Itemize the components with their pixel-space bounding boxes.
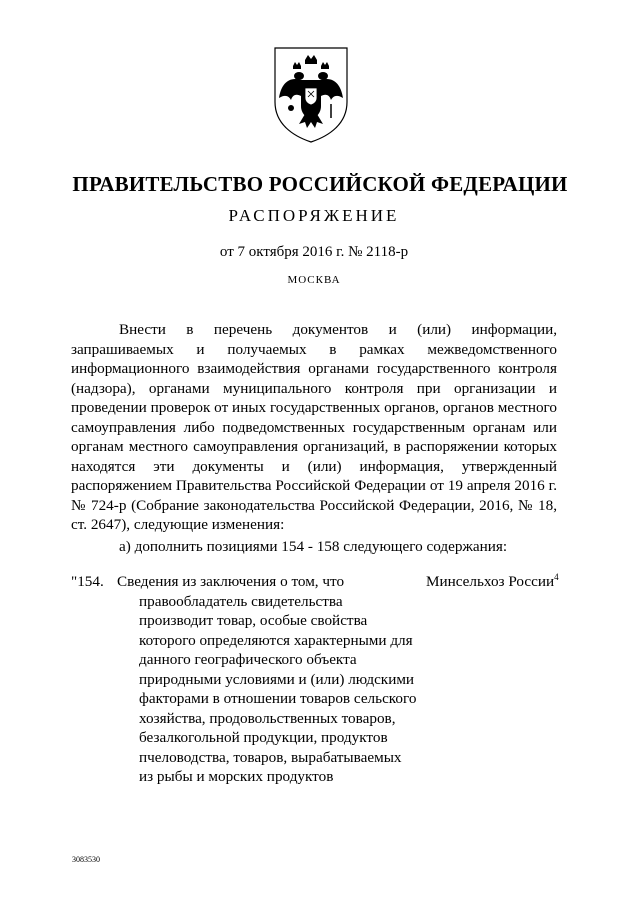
document-city: МОСКВА [287, 274, 341, 286]
position-description-text: Сведения из заключения о том, что правообладатель свидетельства производит товар, особые свойства которого определяются характерными для данного географического объекта природными условиями и (или) людскими факторами в отношении товаров сельского хозяйства, продовольственных товаров, безалкогольной продукции, продуктов пчеловодства, товаров, вырабатываемых из рыбы и морских продуктов [117, 573, 417, 785]
main-paragraph: Внести в перечень документов и (или) информации, запрашиваемых и получаемых в рамках межведомственного информационного взаимодействия органами государственного контроля (надзора), органами муниципального контроля при организации и проведении проверок от иных государственных органов, органов местного самоуправления либо подведомственных государственным органам или органам местного самоуправления организаций, в распоряжении которых находятся эти документы и (или) информация, утвержденный распоряжением Правительства Российской Федерации от 19 апреля 2016 г. № 724-р (Собрание законодательства Российской Федерации, 2016, № 18, ст. 2647), следующие изменения: [71, 321, 557, 533]
coat-of-arms-emblem [271, 44, 351, 144]
position-description [117, 572, 417, 787]
footnote-marker: 4 [554, 571, 559, 582]
position-agency [426, 572, 559, 592]
position-number: "154. [71, 573, 104, 590]
position-agency-name: Минсельхоз России [426, 573, 555, 590]
russian-coat-of-arms-icon [271, 44, 351, 144]
document-code: 3083530 [72, 855, 100, 864]
document-date-number: от 7 октября 2016 г. № 2118-р [219, 244, 409, 260]
list-item-a: а) дополнить позициями 154 - 158 следующего содержания: [119, 538, 508, 555]
document-type: РАСПОРЯЖЕНИЕ [228, 206, 400, 225]
government-title: ПРАВИТЕЛЬСТВО РОССИЙСКОЙ ФЕДЕРАЦИИ [72, 172, 568, 196]
